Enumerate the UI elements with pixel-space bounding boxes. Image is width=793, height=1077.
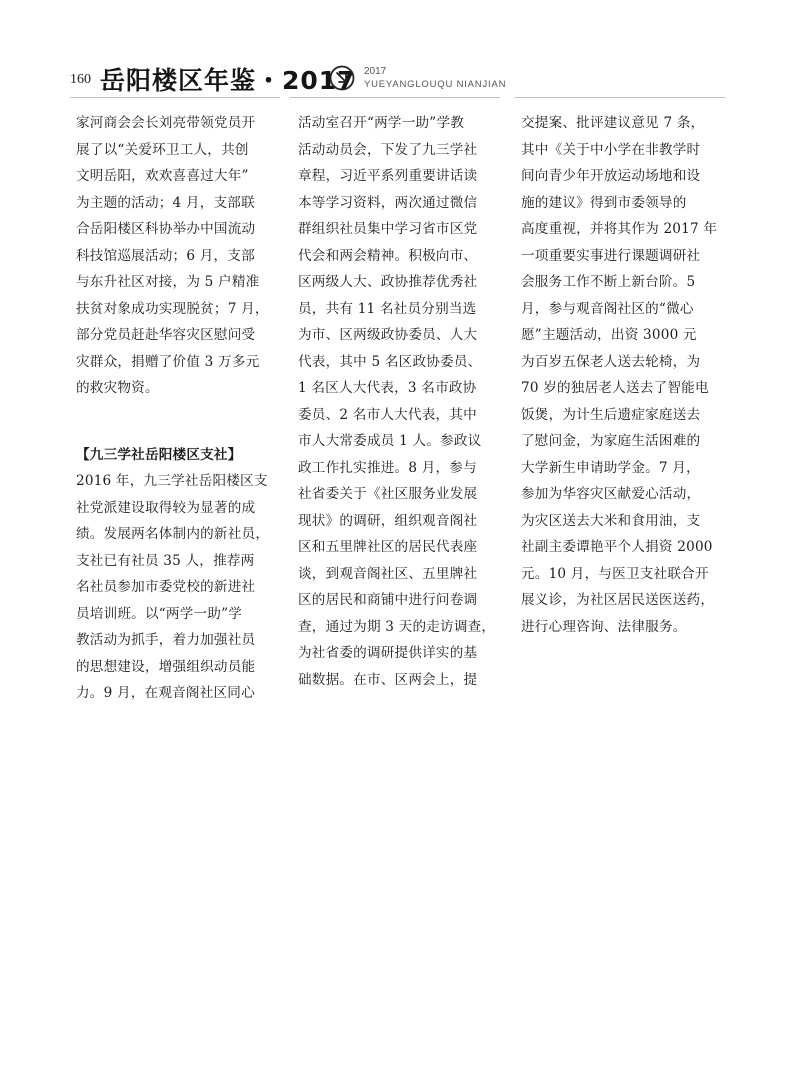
text-line: 进行心理咨询、法律服务。 bbox=[521, 618, 687, 635]
text-line: 本等学习资料，两次通过微信 bbox=[298, 194, 478, 211]
text-line: 其中《关于中小学在非教学时 bbox=[521, 141, 701, 158]
text-line: 区两级人大、政协推荐优秀社 bbox=[298, 274, 478, 290]
text-line: 会服务工作不断上新台阶。5 bbox=[521, 274, 696, 290]
text-line: 础数据。在市、区两会上，提 bbox=[298, 671, 478, 688]
text-line: 章程，习近平系列重要讲话读 bbox=[298, 168, 478, 184]
text-line: 文明岳阳，欢欢喜喜过大年” bbox=[76, 168, 249, 184]
text-line: 为主题的活动；4 月，支部联 bbox=[76, 194, 255, 211]
column-1 bbox=[76, 110, 276, 707]
text-line: 与东升社区对接，为 5 户精准 bbox=[76, 274, 260, 290]
text-line: 社党派建设取得较为显著的成 bbox=[76, 499, 256, 516]
text-line: 市人大常委成员 1 人。参政议 bbox=[298, 433, 482, 449]
subtitle-pinyin: YUEYANGLOUQU NIANJIAN bbox=[364, 79, 507, 90]
text-line: 交提案、批评建议意见 7 条， bbox=[521, 115, 705, 131]
text-line: 了慰问金，为家庭生活困难的 bbox=[521, 433, 701, 449]
text-line: 区的居民和商铺中进行问卷调 bbox=[298, 592, 478, 608]
text-line: 支社已有社员 35 人，推荐两 bbox=[76, 552, 255, 569]
paragraph-4 bbox=[521, 110, 721, 640]
text-line: 的思想建设，增强组织动员能 bbox=[76, 658, 256, 675]
column-2 bbox=[298, 110, 498, 693]
text-line: 高度重视，并将其作为 2017 年 bbox=[521, 221, 718, 237]
text-line: 现状》的调研，组织观音阁社 bbox=[298, 512, 478, 529]
text-line: 合岳阳楼区科协举办中国流动 bbox=[76, 221, 256, 237]
text-line: 社副主委谭艳平个人捐资 2000 bbox=[521, 539, 713, 555]
text-line: 参加为华容灾区献爱心活动， bbox=[521, 486, 701, 502]
paragraph-1 bbox=[76, 110, 276, 402]
text-line: 为灾区送去大米和食用油，支 bbox=[521, 512, 701, 529]
text-line: 区和五里牌社区的居民代表座 bbox=[298, 539, 478, 555]
page-header bbox=[70, 60, 730, 100]
text-line: 查，通过为期 3 天的走访调查， bbox=[298, 618, 496, 635]
text-line: 大学新生申请助学金。7 月， bbox=[521, 459, 700, 476]
text-line: 展义诊，为社区居民送医送药， bbox=[521, 592, 715, 608]
text-line: 绩。发展两名体制内的新社员， bbox=[76, 526, 270, 542]
text-line: 谈，到观音阁社区、五里牌社 bbox=[298, 565, 478, 582]
section-heading: 【九三学社岳阳楼区支社】 bbox=[76, 446, 242, 463]
header-rule-right bbox=[515, 97, 725, 98]
text-line: 愿”主题活动，出资 3000 元 bbox=[521, 327, 697, 343]
text-line: 的救灾物资。 bbox=[76, 380, 159, 396]
text-line: 代会和两会精神。积极向市、 bbox=[298, 247, 478, 264]
header-rule-left bbox=[70, 97, 280, 98]
text-line: 2016 年，九三学社岳阳楼区支 bbox=[76, 473, 268, 489]
text-line: 政工作扎实推进。8 月，参与 bbox=[298, 459, 477, 476]
text-line: 饭煲，为计生后遗症家庭送去 bbox=[521, 406, 701, 423]
text-line: 为市、区两级政协委员、人大 bbox=[298, 327, 478, 343]
paragraph-2 bbox=[76, 468, 276, 707]
arrow-circle-icon bbox=[329, 65, 355, 91]
text-line: 活动动员会，下发了九三学社 bbox=[298, 141, 478, 158]
header-rule-middle bbox=[290, 97, 500, 98]
book-title: 岳阳楼区年鉴・2017 bbox=[100, 66, 356, 95]
text-line: 代表，其中 5 名区政协委员、 bbox=[298, 353, 482, 370]
text-line: 一项重要实事进行课题调研社 bbox=[521, 247, 701, 264]
text-line: 员培训班。以“两学一助”学 bbox=[76, 605, 243, 622]
subtitle-year: 2017 bbox=[364, 66, 387, 77]
text-line: 社省委关于《社区服务业发展 bbox=[298, 486, 478, 502]
text-line: 间向青少年开放运动场地和设 bbox=[521, 168, 701, 184]
page-number: 160 bbox=[70, 72, 91, 87]
text-line: 为社省委的调研提供详实的基 bbox=[298, 645, 478, 661]
text-line: 力。9 月，在观音阁社区同心 bbox=[76, 685, 255, 701]
text-line: 委员、2 名市人大代表，其中 bbox=[298, 406, 477, 423]
text-line: 为百岁五保老人送去轮椅，为 bbox=[521, 353, 701, 370]
text-line: 群组织社员集中学习省市区党 bbox=[298, 221, 478, 237]
text-line: 70 岁的独居老人送去了智能电 bbox=[521, 380, 709, 396]
text-line: 施的建议》得到市委领导的 bbox=[521, 194, 687, 211]
text-line: 活动室召开“两学一助”学教 bbox=[298, 115, 465, 131]
text-line: 名社员参加市委党校的新进社 bbox=[76, 579, 256, 595]
text-line: 1 名区人大代表，3 名市政协 bbox=[298, 380, 477, 396]
text-line: 元。10 月，与医卫支社联合开 bbox=[521, 565, 709, 582]
column-3 bbox=[521, 110, 721, 640]
text-line: 部分党员赶赴华容灾区慰问受 bbox=[76, 327, 256, 343]
text-line: 灾群众，捐赠了价值 3 万多元 bbox=[76, 353, 260, 370]
text-line: 家河商会会长刘亮带领党员开 bbox=[76, 115, 256, 131]
text-line: 月，参与观音阁社区的“微心 bbox=[521, 300, 694, 317]
text-line: 员，共有 11 名社员分别当选 bbox=[298, 300, 477, 317]
text-line: 教活动为抓手，着力加强社员 bbox=[76, 632, 256, 648]
text-line: 扶贫对象成功实现脱贫；7 月， bbox=[76, 300, 269, 317]
text-line: 展了以“关爱环卫工人，共创 bbox=[76, 141, 249, 158]
paragraph-3 bbox=[298, 110, 498, 693]
text-line: 科技馆巡展活动；6 月，支部 bbox=[76, 247, 255, 264]
